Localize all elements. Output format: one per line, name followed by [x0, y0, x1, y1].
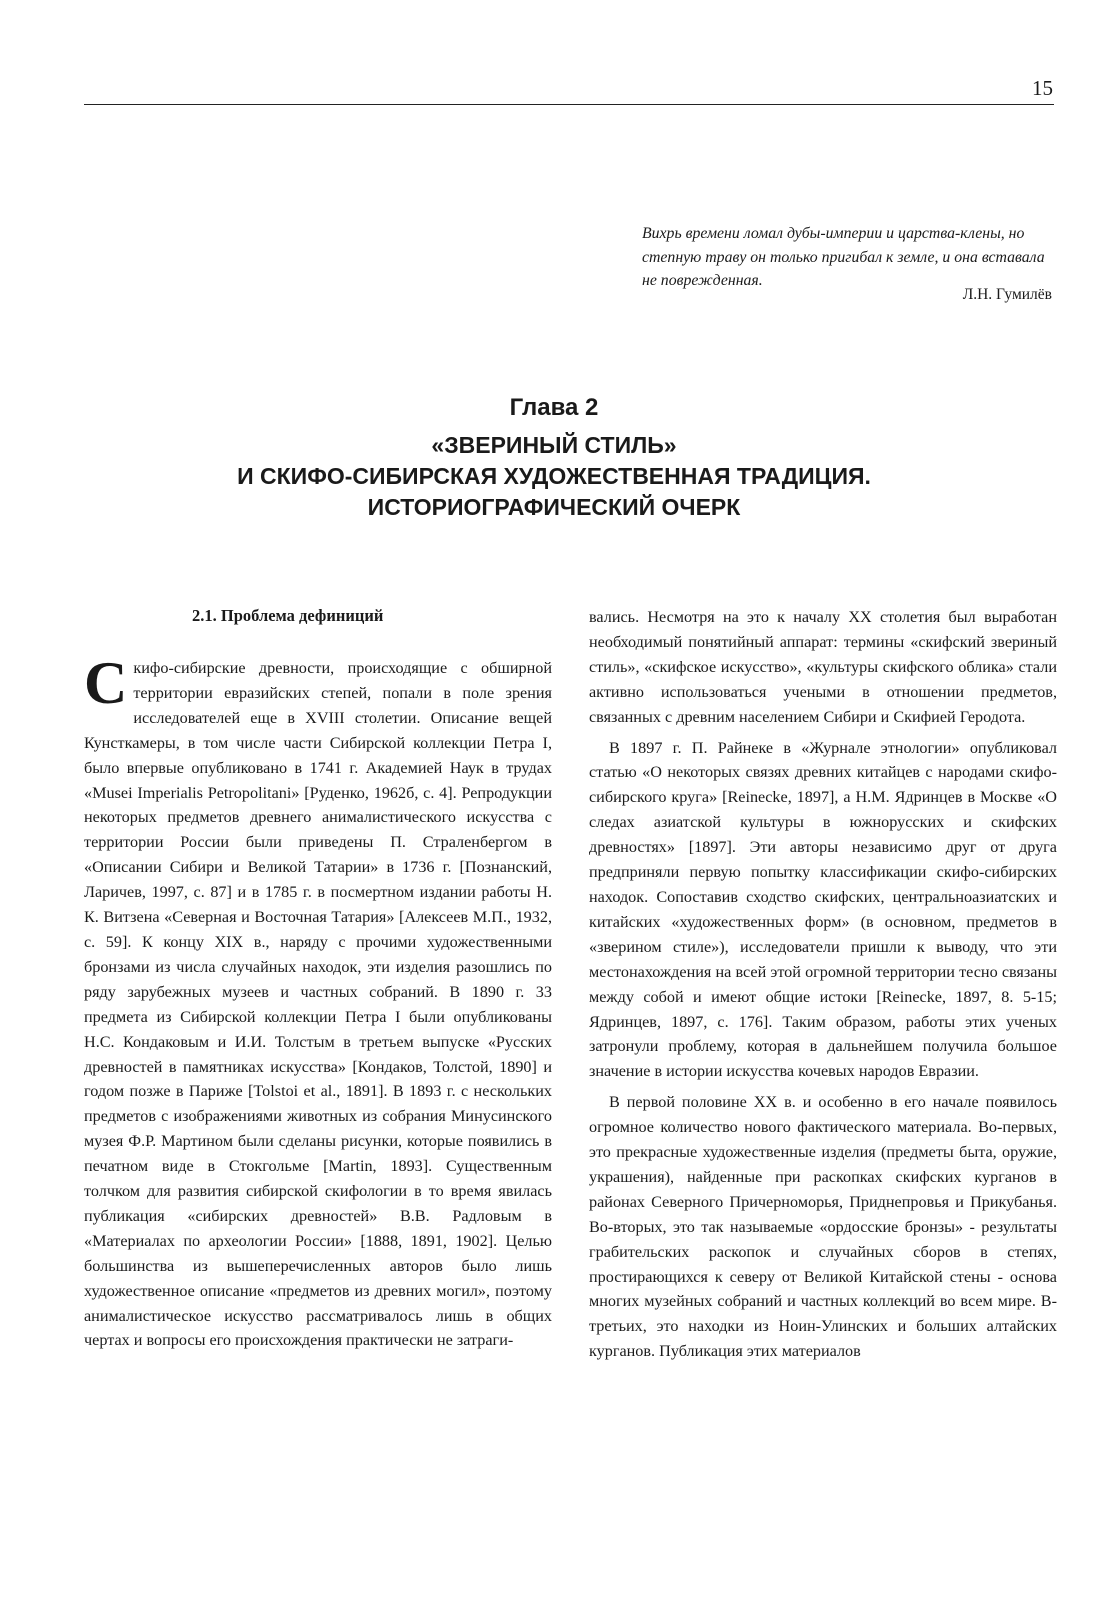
left-column [84, 604, 552, 1353]
epigraph-author: Л.Н. Гумилёв [962, 286, 1052, 303]
epigraph-text: Вихрь времени ломал дубы-империи и царства-клены, но степную траву он только пригибал к земле, и она вставала не поврежденная. [642, 225, 1045, 289]
chapter-title-line-2: И СКИФО-СИБИРСКАЯ ХУДОЖЕСТВЕННАЯ ТРАДИЦИЯ. [237, 463, 871, 489]
drop-cap: С [84, 650, 128, 716]
right-paragraph-2: В 1897 г. П. Райнеке в «Журнале этнологии» опубликовал статью «О некоторых связях древних китайцев с народами скифо-сибирского круга» [Reinecke, 1897], а Н.М. Ядринцев в Москве «О следах азиатской культуры в южнорусских и скифских древностях» [1897]. Эти авторы независимо друг от друга предприняли первую попытку классификации скифо-сибирских находок. Сопоставив сходство скифских, центральноазиатских и китайских «художественных форм» (в основном, предметов в «зверином стиле»), исследователи пришли к выводу, что эти местонахождения на всей этой огромной территории тесно связаны между собой и имеют общие истоки [Reinecke, 1897, 8. 5-15; Ядринцев, 1897, с. 176]. Таким образом, работы этих ученых затронули проблему, которая в дальнейшем получила большое значение в истории искусства кочевых народов Евразии. [589, 738, 1057, 1081]
right-paragraph-1: вались. Несмотря на это к началу XX столетия был выработан необходимый понятийный аппарат: термины «скифский звериный стиль», «скифское искусство», «культуры скифского облика» стали активно использоваться учеными в отношении предметов, связанных с древним населением Сибири и Скифией Геродота. [589, 608, 1057, 726]
chapter-title-line-3: ИСТОРИОГРАФИЧЕСКИЙ ОЧЕРК [367, 494, 741, 520]
chapter-heading [0, 393, 1108, 523]
header-rule [84, 104, 1054, 105]
chapter-title-line-1: «ЗВЕРИНЫЙ СТИЛЬ» [431, 432, 677, 458]
section-title: 2.1. Проблема дефиниций [192, 606, 384, 625]
left-paragraph-1 [84, 650, 552, 1353]
page-number: 15 [1032, 76, 1053, 100]
left-paragraph-1-text: кифо-сибирские древности, происходящие с обширной территории евразийских степей, попали в поле зрения исследователей еще в XVIII столетии. Описание вещей Кунсткамеры, в том числе части Сибирской коллекции Петра I, было впервые опубликовано в 1741 г. Академией Наук в трудах «Musei Imperialis Petropolitani» [Руденко, 1962б, с. 4]. Репродукции некоторых предметов древнего анималистического искусства с территории России были приведены П. Страленбергом в «Описании Сибири и Великой Татарии» в 1736 г. [Познанский, Ларичев, 1997, с. 87] и в 1785 г. в посмертном издании работы Н. К. Витзена «Северная и Восточная Татария» [Алексеев М.П., 1932, с. 59]. К концу XIX в., наряду с прочими художественными бронзами из числа случайных находок, эти изделия разошлись по ряду зарубежных музеев и частных собраний. В 1890 г. 33 предмета из Сибирской коллекции Петра I были опубликованы Н.С. Кондаковым и И.И. Толстым в третьем выпуске «Русских древностей в памятниках искусства» [Кондаков, Толстой, 1890] и годом позже в Париже [Tolstoi et al., 1891]. В 1893 г. с нескольких предметов с изображениями животных из собрания Минусинского музея Ф.Р. Мартином были сделаны рисунки, которые появились в печатном виде в Стокгольме [Martin, 1893]. Существенным толчком для развития сибирской скифологии в то время явилась публикация «сибирских древностей» В.В. Радловым в «Материалах по археологии России» [1888, 1891, 1902]. Целью большинства из вышеперечисленных авторов было лишь художественное описание «предметов из древних могил», поэтому анималистическое искусство рассматривалось лишь в общих чертах и вопросы его происхождения практически не затраги- [84, 659, 552, 1350]
right-paragraph-3: В первой половине XX в. и особенно в его начале появилось огромное количество нового фактического материала. Во-первых, это прекрасные художественные изделия (предметы быта, оружие, украшения), найденные при раскопках скифских курганов в районах Северного Причерноморья, Приднепровья и Прикубанья. Во-вторых, это так называемые «ордосские бронзы» - результаты грабительских раскопок и случайных сборов в степях, простирающихся к северу от Великой Китайской стены - основа многих музейных собраний и частных коллекций во всем мире. В-третьих, это находки из Ноин-Улинских и больших алтайских курганов. Публикация этих материалов [589, 1093, 1057, 1361]
chapter-title [0, 430, 1108, 523]
chapter-label: Глава 2 [509, 394, 599, 421]
epigraph [642, 222, 1052, 293]
right-column [589, 605, 1057, 1364]
